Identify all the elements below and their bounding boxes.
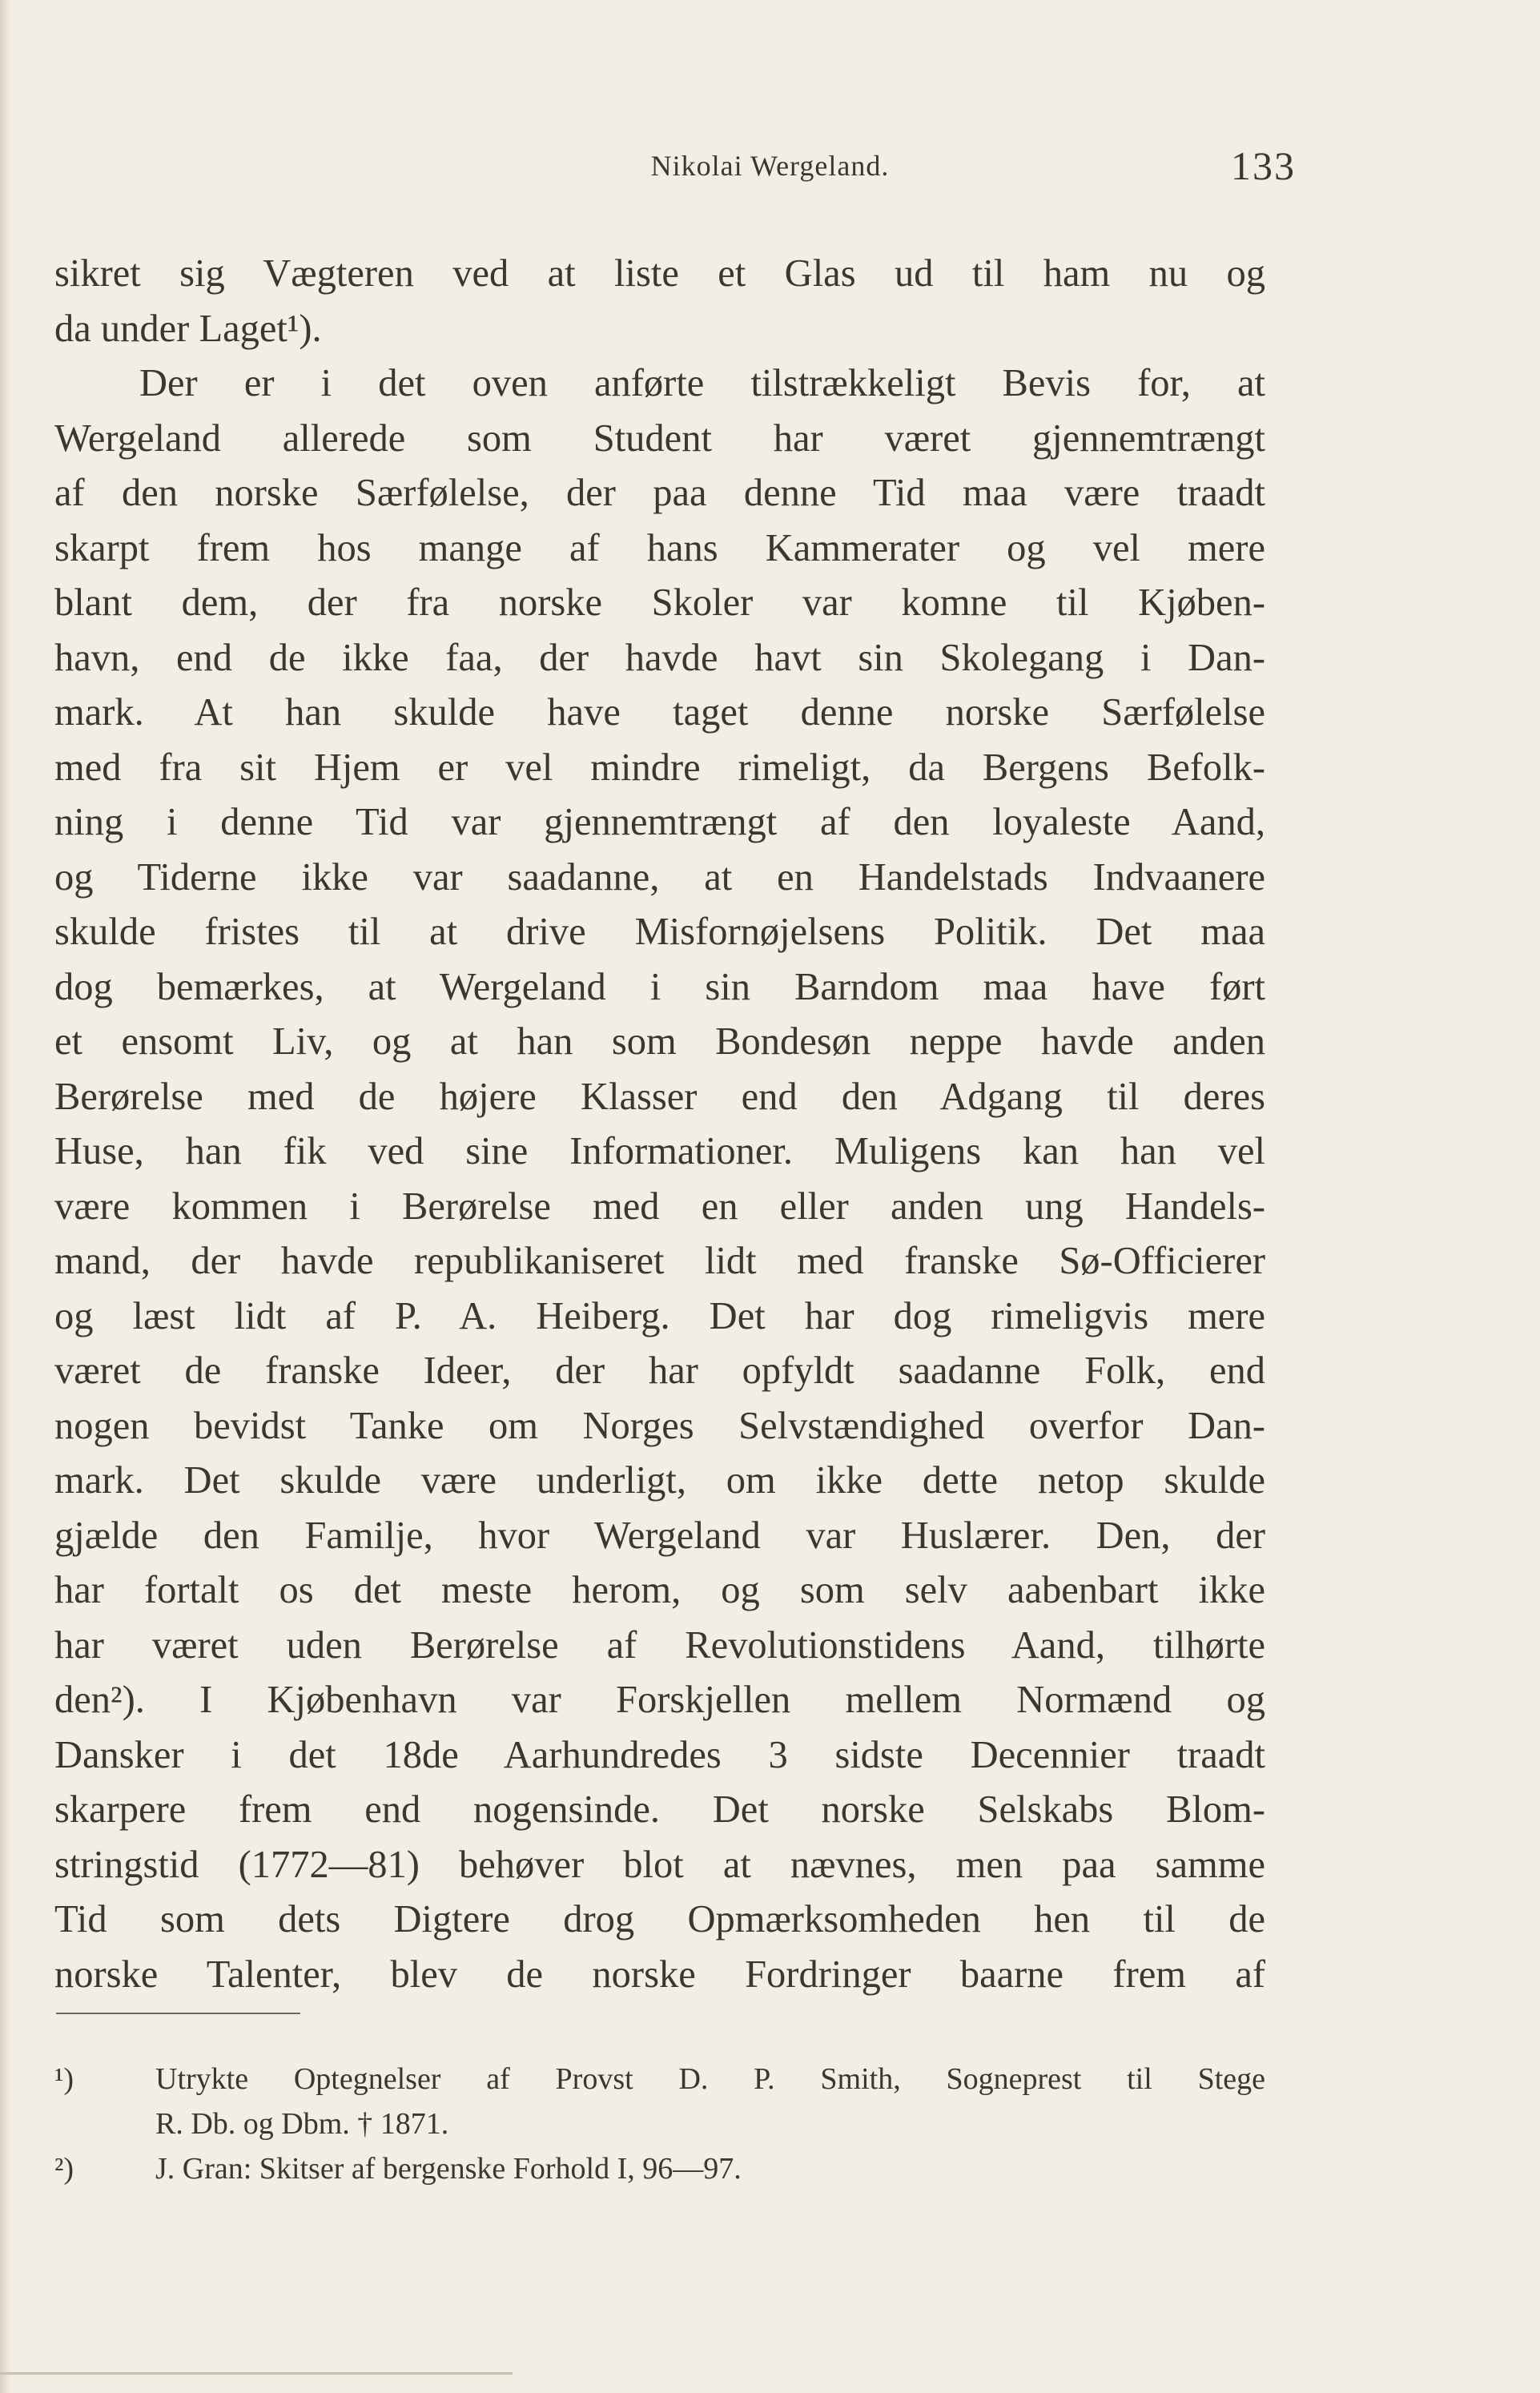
text-line: af den norske Særfølelse, der paa denne Tid maa være traadt [54, 472, 1265, 514]
text-line: Huse, han fik ved sine Informationer. Muligens kan han vel [54, 1130, 1265, 1172]
footnote-text: Utrykte Optegnelser af Provst D. P. Smith, Sogneprest til Stege [155, 2062, 1265, 2096]
footnote-marker: ²) [54, 2152, 74, 2186]
text-line: ning i denne Tid var gjennemtrængt af den loyaleste Aand, [54, 801, 1265, 843]
text-line: nogen bevidst Tanke om Norges Selvstændighed overfor Dan- [54, 1404, 1265, 1447]
text-line: den²). I Kjøbenhavn var Forskjellen mellem Normænd og [54, 1679, 1265, 1721]
text-line: være kommen i Berørelse med en eller anden ung Handels- [54, 1184, 1265, 1228]
text-line: skulde fristes til at drive Misfornøjelsens Politik. Det maa [54, 911, 1265, 953]
body-text [54, 247, 1265, 2002]
text-line: Berørelse med de højere Klasser end den Adgang til deres [54, 1075, 1265, 1118]
running-title: Nikolai Wergeland. [650, 150, 890, 182]
text-line: blant dem, der fra norske Skoler var komne til Kjøben- [54, 581, 1265, 624]
text-line: gjælde den Familje, hvor Wergeland var Huslærer. Den, der [54, 1514, 1265, 1557]
footnote-text: J. Gran: Skitser af bergenske Forhold I, 96—97. [155, 2152, 742, 2186]
text-line: mark. Det skulde være underligt, om ikke dette netop skulde [54, 1459, 1265, 1502]
text-line: skarpt frem hos mange af hans Kammerater og vel mere [54, 526, 1265, 569]
footnote-marker: ¹) [54, 2062, 74, 2096]
text-line: været de franske Ideer, der har opfyldt saadanne Folk, end [54, 1349, 1265, 1392]
text-line: mand, der havde republikaniseret lidt med franske Sø-Officierer [54, 1240, 1265, 1282]
page-edge-line [0, 2372, 513, 2375]
text-line: har fortalt os det meste herom, og som selv aabenbart ikke [54, 1569, 1265, 1611]
text-line: dog bemærkes, at Wergeland i sin Barndom maa have ført [54, 965, 1265, 1008]
text-line: Tid som dets Digtere drog Opmærksomheden hen til de [54, 1898, 1265, 1941]
text-line: Dansker i det 18de Aarhundredes 3 sidste Decennier traadt [54, 1733, 1265, 1776]
text-line: stringstid (1772—81) behøver blot at nævnes, men paa samme [54, 1843, 1265, 1886]
footnotes [54, 2057, 1265, 2191]
text-line: norske Talenter, blev de norske Fordringer baarne frem af [54, 1953, 1265, 1996]
text-line: har været uden Berørelse af Revolutionstidens Aand, tilhørte [54, 1623, 1265, 1667]
text-line: og læst lidt af P. A. Heiberg. Det har dog rimeligvis mere [54, 1294, 1265, 1337]
text-line: mark. At han skulde have taget denne norske Særfølelse [54, 691, 1265, 734]
footnote-divider [56, 2013, 300, 2014]
footnote-2 [54, 2146, 1265, 2191]
text-line: skarpere frem end nogensinde. Det norske Selskabs Blom- [54, 1788, 1265, 1831]
page-edge-shadow [0, 0, 11, 2393]
footnote-1-continued: R. Db. og Dbm. † 1871. [155, 2107, 449, 2141]
text-line: et ensomt Liv, og at han som Bondesøn neppe havde anden [54, 1020, 1265, 1063]
footnote-1 [54, 2057, 1265, 2101]
text-line: og Tiderne ikke var saadanne, at en Handelstads Indvaanere [54, 855, 1265, 899]
text-line: Wergeland allerede som Student har været gjennemtrængt [54, 416, 1265, 460]
page-header [0, 143, 1540, 191]
text-line: Der er i det oven anførte tilstrækkeligt Bevis for, at [139, 362, 1265, 404]
text-line: havn, end de ikke faa, der havde havt sin Skolegang i Dan- [54, 636, 1265, 679]
text-line: da under Laget¹). [54, 307, 322, 350]
text-line: med fra sit Hjem er vel mindre rimeligt, da Bergens Befolk- [54, 746, 1265, 789]
text-line: sikret sig Vægteren ved at liste et Glas ud til ham nu og [54, 252, 1265, 295]
page-number: 133 [1231, 143, 1296, 188]
